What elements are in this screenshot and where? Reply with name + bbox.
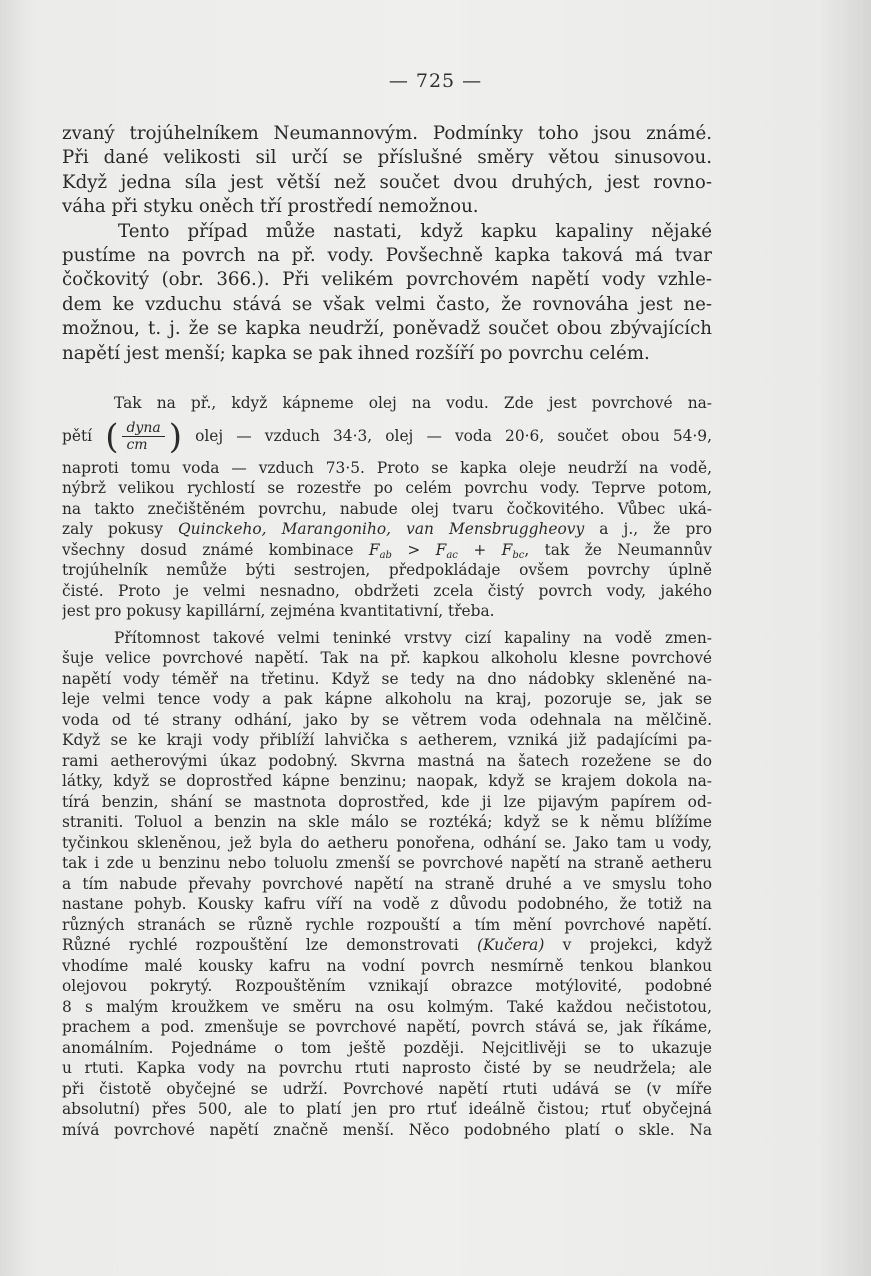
formula-subscript: ab <box>379 549 392 560</box>
text-line: Tento případ může nastati, když kapku kapaliny nějaké <box>118 220 712 242</box>
text-line: trojúhelník nemůže býti sestrojen, předpokládaje ovšem povrchy úplně <box>62 561 712 579</box>
text-fragment: v projekci, když <box>562 936 712 954</box>
text-fragment: pětí <box>62 426 93 445</box>
page-number: — 725 — <box>388 70 483 92</box>
text-line: u rtuti. Kapka vody na povrchu rtuti naprosto čisté by se neudržela; ale <box>62 1059 712 1077</box>
fraction-numerator: dyna <box>122 420 164 437</box>
text-line: látky, když se doprostřed kápne benzinu; naopak, když se krajem dokola na- <box>62 772 712 790</box>
text-line: naproti tomu voda — vzduch 73·5. Proto se kapka oleje neudrží na vodě, <box>62 458 712 477</box>
text-line: čisté. Proto je velmi nesnadno, obdržeti zcela čistý povrch vody, jakého <box>62 581 712 600</box>
formula-operator: + <box>473 540 487 559</box>
text-line: Když jedna síla jest větší než součet dvou druhých, jest rovno- <box>62 171 712 193</box>
fraction-line <box>62 414 712 458</box>
text-line: pustíme na povrch na př. vody. Povšechně kapka taková má tvar <box>62 244 712 266</box>
text-line: nýbrž velikou rychlostí se rozestře po celém povrchu vody. Teprve potom, <box>62 479 712 497</box>
text-line-with-names <box>62 519 712 540</box>
formula <box>369 541 524 559</box>
text-line: šuje velice povrchové napětí. Tak na př. kapkou alkoholu klesne povrchové <box>62 649 712 667</box>
text-line: anomálním. Pojednáme o tom ještě později. Nejcitlivěji se to ukazuje <box>62 1038 712 1057</box>
text-line: možnou, t. j. že se kapka neudrží, poněvadž součet obou zbývajících <box>62 318 712 340</box>
paragraph-2 <box>62 220 712 366</box>
italic-names: Quinckeho, Marangoniho, van Mensbruggheovy <box>178 520 585 538</box>
right-paren: ) <box>168 416 182 457</box>
text-line: tyčinkou skleněnou, jež byla do aetheru ponořena, odhání se. Jako tam u vody, <box>62 833 712 852</box>
italic-name: (Kučera) <box>477 936 545 954</box>
text-fragment: všechny dosud známé kombinace <box>62 540 354 559</box>
text-line: nastane pohyb. Kousky kafru víří na vodě z důvodu podobného, že totiž na <box>62 895 712 913</box>
text-line: Když se ke kraji vody přiblíží lahvička s aetherem, vzniká již padajícími pa- <box>62 731 712 749</box>
text-line: straniti. Toluol a benzin na skle málo se roztéká; když se k němu blížíme <box>62 813 712 831</box>
text-line: zvaný trojúhelníkem Neumannovým. Podmínky toho jsou známé. <box>62 123 712 144</box>
formula-f: F <box>501 540 513 559</box>
text-line: absolutní) přes 500, ale to platí jen pro rtuť ideálně čistou; rtuť obyčejná <box>62 1100 712 1118</box>
paragraph-1 <box>62 122 712 220</box>
fraction-denominator: cm <box>126 437 148 453</box>
text-fragment: zaly pokusy <box>62 520 163 538</box>
text-line-with-name <box>62 935 712 956</box>
text-fragment: Různé rychlé rozpouštění lze demonstrovati <box>62 936 459 954</box>
text-line: Tak na př., když kápneme olej na vodu. Zde jest povrchové na- <box>114 394 712 412</box>
left-paren: ( <box>105 416 119 457</box>
text-line: mívá povrchové napětí značně menší. Něco podobného platí o skle. Na <box>62 1120 712 1139</box>
formula-f: F <box>368 540 380 559</box>
text-line: 8 s malým kroužkem ve směru na osu kolmým. Také každou nečistotou, <box>62 997 712 1016</box>
text-line: tak i zde u benzinu nebo toluolu zmenší se povrchové napětí na straně aetheru <box>62 854 712 872</box>
text-line: vhodíme malé kousky kafru na vodní povrch nesmírně tenkou blankou <box>62 956 712 975</box>
text-line: čočkovitý (obr. 366.). Při velikém povrchovém napětí vody vzhle- <box>62 269 712 291</box>
text-line: Při dané velikosti sil určí se příslušné směry větou sinusovou. <box>62 147 712 169</box>
text-line: a tím nabude převahy povrchové napětí na straně druhé a ve smyslu toho <box>62 874 712 893</box>
text-line: rami aetherovými úkaz podobný. Skvrna mastná na šatech rozežene se do <box>62 751 712 770</box>
formula-f: F <box>435 540 447 559</box>
formula-subscript: bc <box>512 549 525 560</box>
text-line: olejovou pokrytý. Rozpouštěním vznikají obrazce motýlovité, podobné <box>62 977 712 995</box>
paragraph-3 <box>62 393 712 622</box>
text-line: napětí jest menší; kapka se pak ihned rozšíří po povrchu celém. <box>62 342 650 364</box>
unit-fraction <box>122 420 164 453</box>
text-line: na takto znečištěném povrchu, nabude olej tvaru čočkovitého. Vůbec uká- <box>62 499 712 518</box>
text-fragment: olej — vzduch 34·3, olej — voda 20·6, součet obou 54·9, <box>195 426 712 445</box>
text-line: dem ke vzduchu stává se však velmi často, že rovnováha jest ne- <box>62 293 712 315</box>
text-line: napětí vody téměř na třetinu. Když se tedy na dno nádobky skleněné na- <box>62 669 712 688</box>
text-line: váha při styku oněch tří prostředí nemožnou. <box>62 196 479 218</box>
paragraph-4 <box>62 628 712 1141</box>
text-line: voda od té strany odhání, jako by se větrem voda odehnala na mělčině. <box>62 710 712 729</box>
text-line: prachem a pod. zmenšuje se povrchové napětí, povrch stává se, jak říkáme, <box>62 1018 712 1036</box>
text-line-with-formula <box>62 540 712 561</box>
text-line: jest pro pokusy kapillární, zejména kvantitativní, třeba. <box>62 602 495 620</box>
text-line: tírá benzin, shání se mastnota doprostřed, kde ji lze pijavým papírem od- <box>62 792 712 811</box>
small-text-section <box>62 393 712 1140</box>
text-line: různých stranách se různě rychle rozpouští a tím mění povrchové napětí. <box>62 915 712 934</box>
large-text-section <box>62 122 712 366</box>
text-line: leje velmi tence vody a pak kápne alkoholu na kraj, pozoruje se, jak se <box>62 690 712 708</box>
formula-subscript: ac <box>446 549 458 560</box>
formula-operator: > <box>407 540 421 559</box>
text-fragment: a j., že pro <box>599 520 712 538</box>
text-fragment: , tak že Neumannův <box>524 540 712 559</box>
text-line: Přítomnost takové velmi teninké vrstvy cizí kapaliny na vodě zmen- <box>114 628 712 647</box>
text-line: při čistotě obyčejné se udrží. Povrchové napětí rtuti udává se (v míře <box>62 1079 712 1098</box>
